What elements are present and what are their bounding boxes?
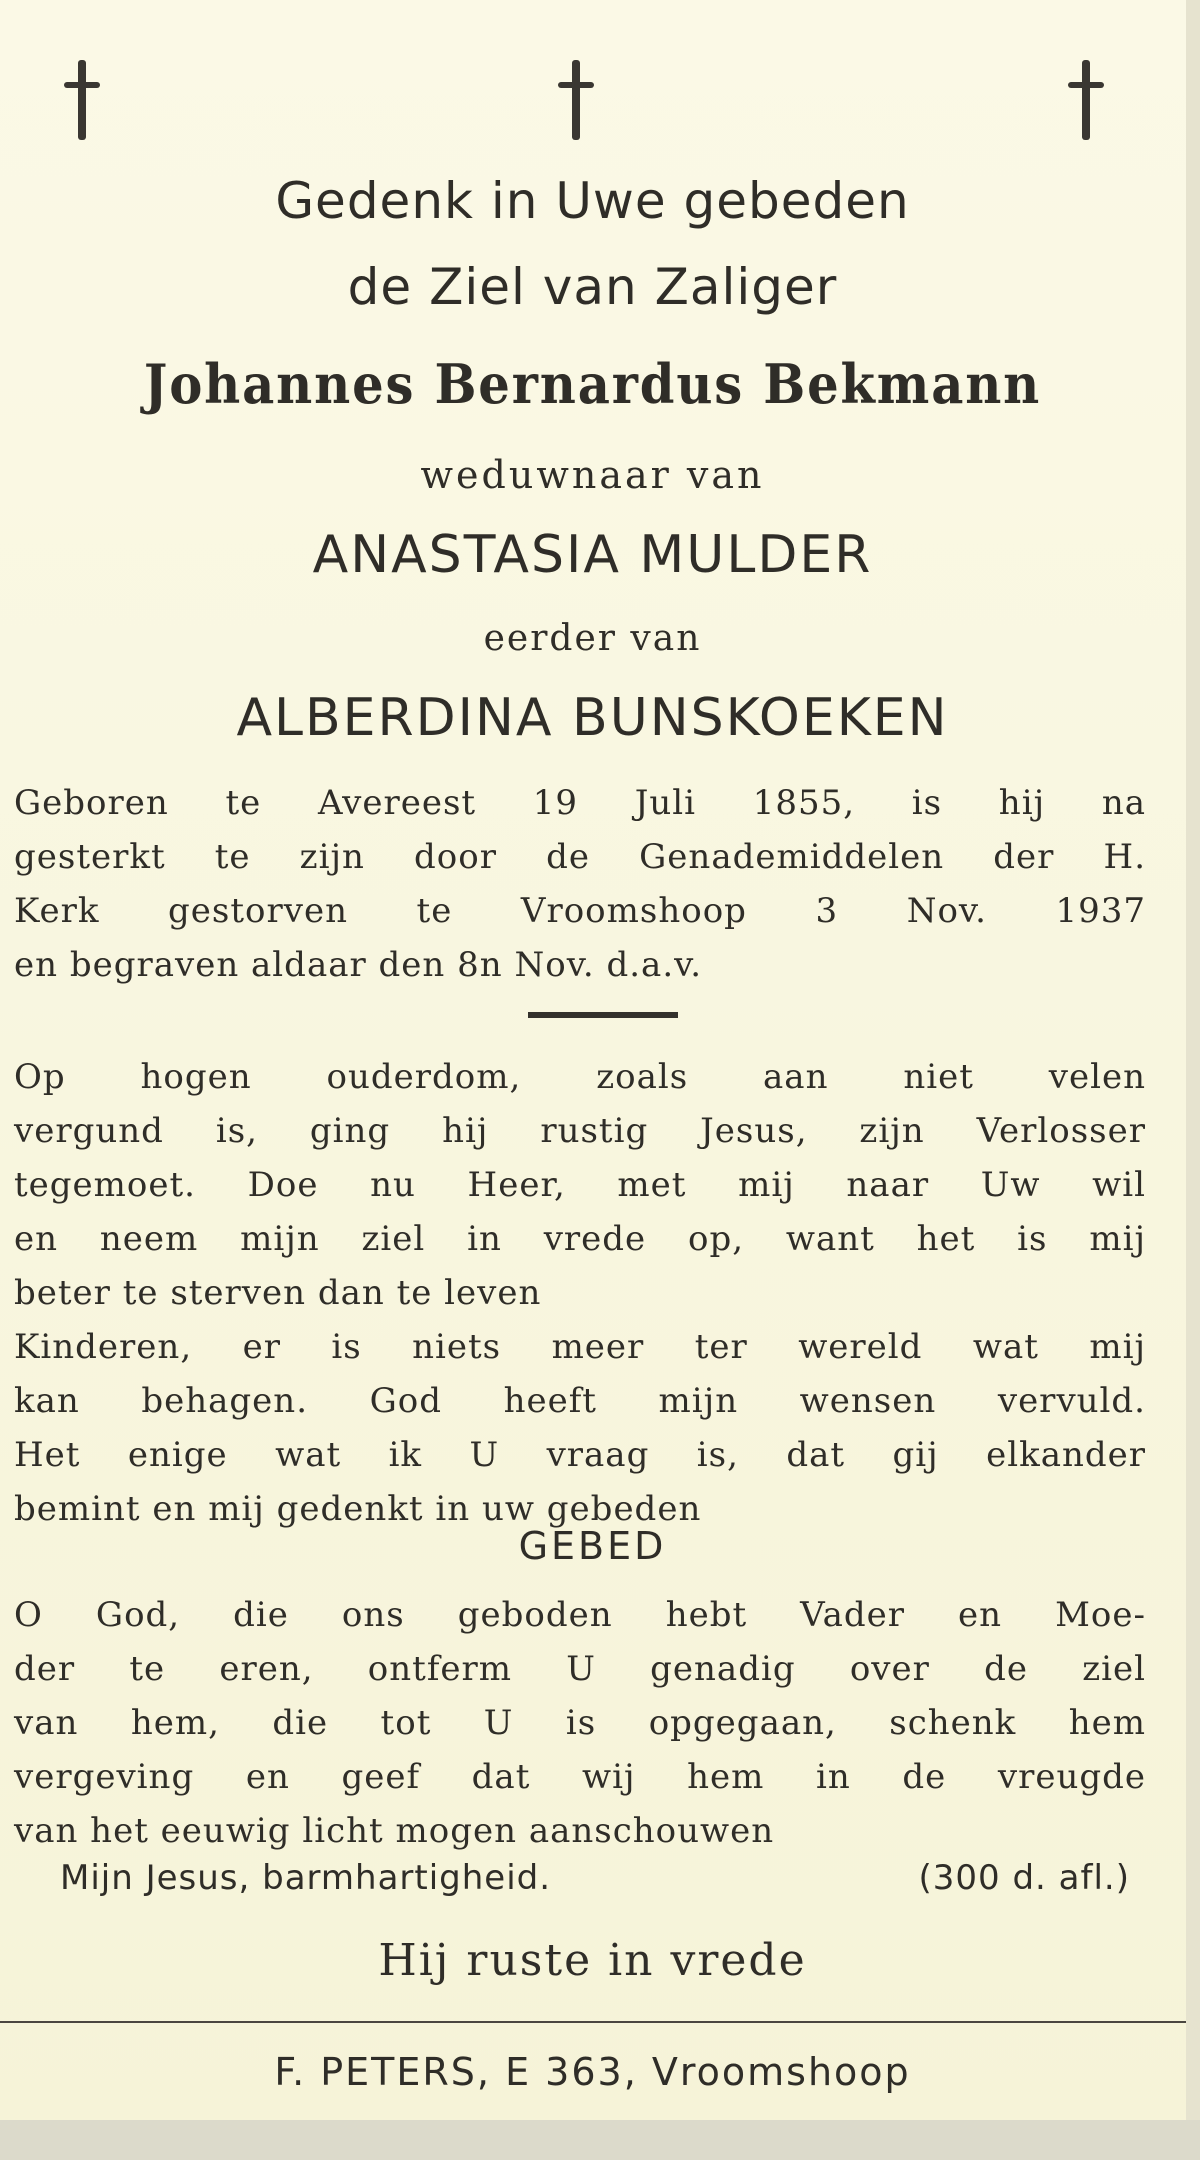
text-line: van hem, die tot U is opgegaan, schenk hem [14, 1703, 1146, 1743]
invocation-line [60, 1858, 1130, 1898]
text-line: Het enige wat ik U vraag is, dat gij elkander [14, 1435, 1146, 1475]
text-line: Geboren te Avereest 19 Juli 1855, is hij na [14, 783, 1146, 823]
text-line: beter te sterven dan te leven [14, 1273, 542, 1313]
text-line: Kerk gestorven te Vroomshoop 3 Nov. 1937 [14, 891, 1146, 931]
text-line: vergeving en geef dat wij hem in de vreugde [14, 1757, 1146, 1797]
cross-icon [556, 60, 596, 140]
text-line: bemint en mij gedenkt in uw gebeden [14, 1489, 702, 1529]
spouse-2-name: ALBERDINA BUNSKOEKEN [236, 688, 949, 748]
heading-line-2: de Ziel van Zaliger [347, 258, 838, 316]
text-line: en begraven aldaar den 8n Nov. d.a.v. [14, 945, 703, 985]
widower-of-label: weduwnaar van [420, 453, 765, 497]
text-line: en neem mijn ziel in vrede op, want het is mij [14, 1219, 1146, 1259]
deceased-name: Johannes Bernardus Bekmann [143, 352, 1042, 416]
spouse-1-name: ANASTASIA MULDER [312, 525, 873, 585]
earlier-of-label: eerder van [483, 618, 702, 659]
text-line: kan behagen. God heeft mijn wensen vervuld. [14, 1381, 1146, 1421]
text-line: gesterkt te zijn door de Genademiddelen der H. [14, 837, 1146, 877]
heading-line-1: Gedenk in Uwe gebeden [275, 172, 910, 230]
indulgence-note: (300 d. afl.) [918, 1858, 1130, 1898]
bottom-rule [0, 2021, 1186, 2023]
cross-icon [62, 60, 102, 140]
scan-border [0, 2120, 1200, 2160]
text-line: tegemoet. Doe nu Heer, met mij naar Uw wil [14, 1165, 1146, 1205]
card-edge [1186, 0, 1200, 2160]
text-line: Kinderen, er is niets meer ter wereld wat mij [14, 1327, 1146, 1367]
biography-paragraph [14, 776, 1146, 992]
text-line: vergund is, ging hij rustig Jesus, zijn Verlosser [14, 1111, 1146, 1151]
text-line: O God, die ons geboden hebt Vader en Moe- [14, 1595, 1146, 1635]
closing-line: Hij ruste in vrede [378, 1935, 807, 1986]
prayer-title: GEBED [518, 1524, 667, 1568]
invocation-text: Mijn Jesus, barmhartigheid. [60, 1858, 552, 1898]
printer-imprint: F. PETERS, E 363, Vroomshoop [274, 2050, 911, 2094]
prayer-paragraph [14, 1588, 1146, 1858]
text-line: van het eeuwig licht mogen aanschouwen [14, 1811, 775, 1851]
divider [528, 1012, 678, 1018]
text-line: der te eren, ontferm U genadig over de ziel [14, 1649, 1146, 1689]
cross-icon [1066, 60, 1106, 140]
quote-paragraph [14, 1050, 1146, 1536]
text-line: Op hogen ouderdom, zoals aan niet velen [14, 1057, 1146, 1097]
